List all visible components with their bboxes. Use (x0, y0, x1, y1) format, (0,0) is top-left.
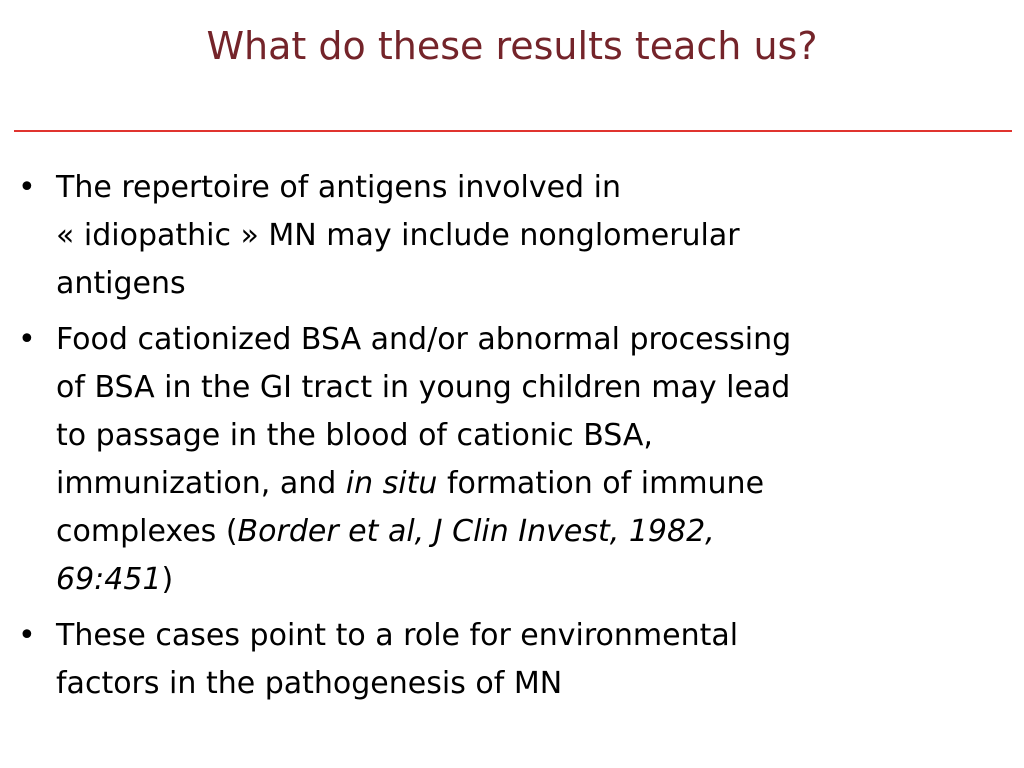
bullet-line (56, 460, 1004, 508)
bullet-item-food-bsa (14, 316, 1004, 604)
bullet-dot-icon: • (18, 618, 36, 653)
bullet-line: Food cationized BSA and/or abnormal processing (56, 322, 792, 357)
text-run: formation of immune (437, 466, 765, 501)
bullet-line: « idiopathic » MN may include nonglomerular (56, 218, 740, 253)
bullet-line: of BSA in the GI tract in young children may lead (56, 370, 791, 405)
text-run: ) (161, 562, 174, 597)
slide-title: What do these results teach us? (206, 24, 818, 68)
bullet-line: antigens (56, 266, 186, 301)
text-run: immunization, and (56, 466, 346, 501)
italic-term: in situ (345, 466, 438, 501)
bullet-line: to passage in the blood of cationic BSA, (56, 418, 653, 453)
bullet-list (14, 164, 1004, 716)
bullet-line (56, 556, 1004, 604)
bullet-line: The repertoire of antigens involved in (56, 170, 621, 205)
citation: Border et al, J Clin Invest, 1982, (237, 514, 715, 549)
bullet-item-repertoire (14, 164, 1004, 308)
bullet-item-environmental (14, 612, 1004, 708)
citation: 69:451 (56, 562, 162, 597)
bullet-line: These cases point to a role for environmental (56, 618, 739, 653)
bullet-dot-icon: • (18, 170, 36, 205)
text-run: complexes ( (56, 514, 238, 549)
bullet-dot-icon: • (18, 322, 36, 357)
title-divider (14, 130, 1012, 132)
bullet-line: factors in the pathogenesis of MN (56, 666, 563, 701)
bullet-line (56, 508, 1004, 556)
